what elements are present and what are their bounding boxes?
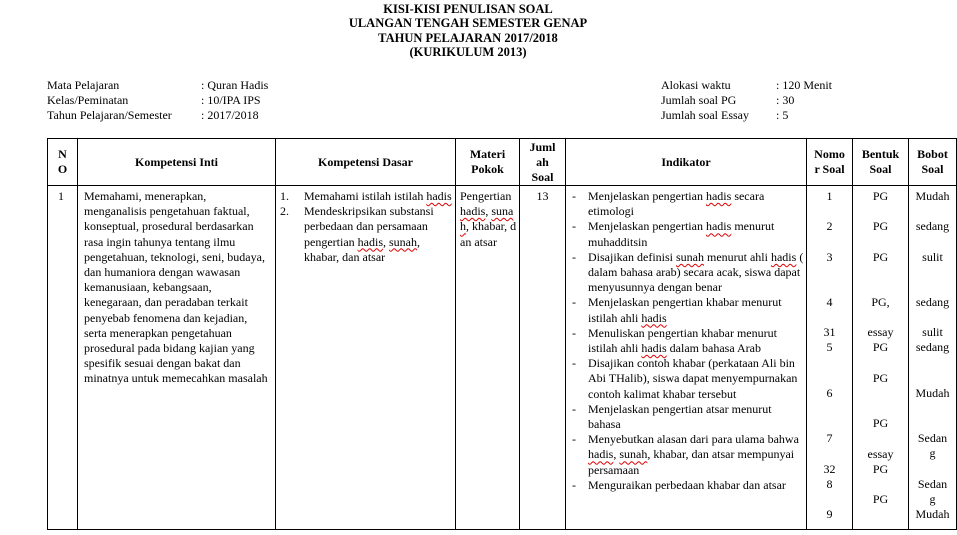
doc-title-line-4: (KURIKULUM 2013) xyxy=(409,45,527,59)
kd-list xyxy=(276,186,455,265)
spell-check-word: sunah xyxy=(619,447,648,462)
nomor-value: 32 xyxy=(823,462,836,476)
info-value-jumlah-essay: : 5 xyxy=(776,108,789,122)
spell-check-word: hadis xyxy=(460,204,486,219)
bobot-value: g xyxy=(929,446,936,460)
kd-item: 2. Mendeskripsikan substansi perbedaan dan persamaan pengertian hadis, sunah, khabar, dan atsar xyxy=(280,204,434,264)
bobot-value: sulit xyxy=(922,325,943,339)
info-label-kelas: Kelas/Peminatan xyxy=(47,93,129,107)
nomor-value: 5 xyxy=(826,340,833,354)
bobot-value: Mudah xyxy=(915,386,950,400)
bentuk-value: PG xyxy=(872,371,889,385)
doc-title-line-3: TAHUN PELAJARAN 2017/2018 xyxy=(378,31,558,45)
info-label-jumlah-pg: Jumlah soal PG xyxy=(661,93,737,107)
nomor-value: 4 xyxy=(826,295,833,309)
doc-title-line-1: KISI-KISI PENULISAN SOAL xyxy=(383,2,553,16)
info-value-tahun: : 2017/2018 xyxy=(201,108,259,122)
bobot-value: sedang xyxy=(915,340,950,354)
nomor-value: 9 xyxy=(826,507,833,521)
bobot-value: Sedan xyxy=(917,477,948,491)
info-value-jumlah-pg: : 30 xyxy=(776,93,795,107)
kd-item: 1. Memahami istilah istilah hadis xyxy=(280,189,452,203)
kisi-kisi-table xyxy=(47,138,957,530)
info-value-mapel: : Quran Hadis xyxy=(201,78,269,92)
table-header-row xyxy=(48,139,957,186)
cell-no: 1 xyxy=(48,186,78,530)
spell-check-word: hadis xyxy=(641,310,667,325)
info-label-alokasi: Alokasi waktu xyxy=(661,78,731,92)
cell-materi-pokok: Pengertian hadis, sunah, khabar, dan atsar xyxy=(456,186,520,530)
bobot-value: sedang xyxy=(915,295,950,309)
nomor-value: 2 xyxy=(826,219,833,233)
nomor-value: 31 xyxy=(823,325,836,339)
indikator-item: - Disajikan contoh khabar (perkataan Ali bin Abi THalib), siswa dapat menyempurnakan contoh kalimat khabar tersebut xyxy=(572,356,804,402)
spell-check-word: sunah xyxy=(460,204,514,234)
indikator-item: - Menjelaskan pengertian hadis menurut muhadditsin xyxy=(572,219,804,249)
cell-kompetensi-dasar xyxy=(276,186,456,530)
indikator-item: - Menuliskan pengertian khabar menurut istilah ahli hadis dalam bahasa Arab xyxy=(572,326,804,356)
nomor-value: 8 xyxy=(826,477,833,491)
info-label-mapel: Mata Pelajaran xyxy=(47,78,120,92)
bobot-value: Mudah xyxy=(915,507,950,521)
spell-check-word: hadis xyxy=(357,234,383,249)
header-jumlah-soal: Juml ah Soal xyxy=(520,139,566,186)
bobot-value: Sedan xyxy=(917,431,948,445)
indikator-item: - Menjelaskan pengertian atsar menurut bahasa xyxy=(572,402,804,432)
nomor-value: 1 xyxy=(826,189,833,203)
bentuk-value: PG xyxy=(872,462,889,476)
indikator-item: - Menjelaskan pengertian hadis secara etimologi xyxy=(572,189,804,219)
bentuk-value: PG xyxy=(872,340,889,354)
cell-kompetensi-inti: Memahami, menerapkan, menganalisis pengetahuan faktual, konseptual, prosedural berdasarkan rasa ingin tahunya tentang ilmu pengetahuan, teknologi, seni, budaya, dan humaniora dengan wawasan kemanusiaan, kebangsaan, kenegaraan, dan peradaban terkait penyebab fenomena dan kejadian, serta menerapkan pengetahuan prosedural pada bidang kajian yang spesifik sesuai dengan bakat dan minatnya untuk memecahkan masalah xyxy=(78,186,276,530)
header-no: N O xyxy=(48,139,78,186)
header-nomor-soal: Nomo r Soal xyxy=(807,139,853,186)
bentuk-value: PG xyxy=(872,219,889,233)
spell-check-word: hadis xyxy=(426,189,452,203)
table-row xyxy=(48,186,957,530)
header-bobot-soal: Bobot Soal xyxy=(909,139,957,186)
cell-nomor-soal xyxy=(807,186,853,530)
bentuk-value: essay xyxy=(867,325,894,339)
bobot-value: Mudah xyxy=(915,189,950,203)
cell-bobot-soal xyxy=(909,186,957,530)
header-kompetensi-inti: Kompetensi Inti xyxy=(78,139,276,186)
info-value-kelas: : 10/IPA IPS xyxy=(201,93,261,107)
info-label-tahun: Tahun Pelajaran/Semester xyxy=(47,108,172,122)
nomor-value: 6 xyxy=(826,386,833,400)
bentuk-value: PG xyxy=(872,416,889,430)
cell-indikator xyxy=(566,186,807,530)
indikator-item: - Menguraikan perbedaan khabar dan atsar xyxy=(572,478,804,493)
cell-jumlah-soal: 13 xyxy=(520,186,566,530)
header-kompetensi-dasar: Kompetensi Dasar xyxy=(276,139,456,186)
bentuk-value: PG, xyxy=(871,295,890,309)
spell-check-word: hadis xyxy=(770,249,797,264)
header-indikator: Indikator xyxy=(566,139,807,186)
bobot-value: sulit xyxy=(922,250,943,264)
spell-check-word: sunah xyxy=(389,234,417,249)
spell-check-word: sunah xyxy=(675,249,704,264)
doc-title-line-2: ULANGAN TENGAH SEMESTER GENAP xyxy=(348,16,588,30)
bentuk-value: PG xyxy=(872,189,889,203)
bobot-value: g xyxy=(929,492,936,506)
spell-check-word: hadis xyxy=(705,219,732,234)
bentuk-value: PG xyxy=(872,250,889,264)
cell-bentuk-soal xyxy=(853,186,909,530)
header-bentuk-soal: Bentuk Soal xyxy=(853,139,909,186)
spell-check-word: hadis xyxy=(641,341,667,356)
bentuk-value: essay xyxy=(867,447,894,461)
nomor-value: 7 xyxy=(826,431,833,445)
header-materi-pokok: Materi Pokok xyxy=(456,139,520,186)
indikator-item: - Disajikan definisi sunah menurut ahli hadis ( dalam bahasa arab) secara acak, siswa dapat menyusunnya dengan benar xyxy=(572,250,804,296)
indikator-item: - Menyebutkan alasan dari para ulama bahwa hadis, sunah, khabar, dan atsar mempunyai persamaan xyxy=(572,432,804,478)
info-value-alokasi: : 120 Menit xyxy=(776,78,832,92)
spell-check-word: hadis xyxy=(588,447,614,462)
indikator-list xyxy=(566,186,806,493)
bentuk-value: PG xyxy=(872,492,889,506)
bobot-value: sedang xyxy=(915,219,950,233)
indikator-item: - Menjelaskan pengertian khabar menurut istilah ahli hadis xyxy=(572,295,804,325)
info-label-jumlah-essay: Jumlah soal Essay xyxy=(661,108,749,122)
spell-check-word: hadis xyxy=(705,189,732,203)
nomor-value: 3 xyxy=(826,250,833,264)
